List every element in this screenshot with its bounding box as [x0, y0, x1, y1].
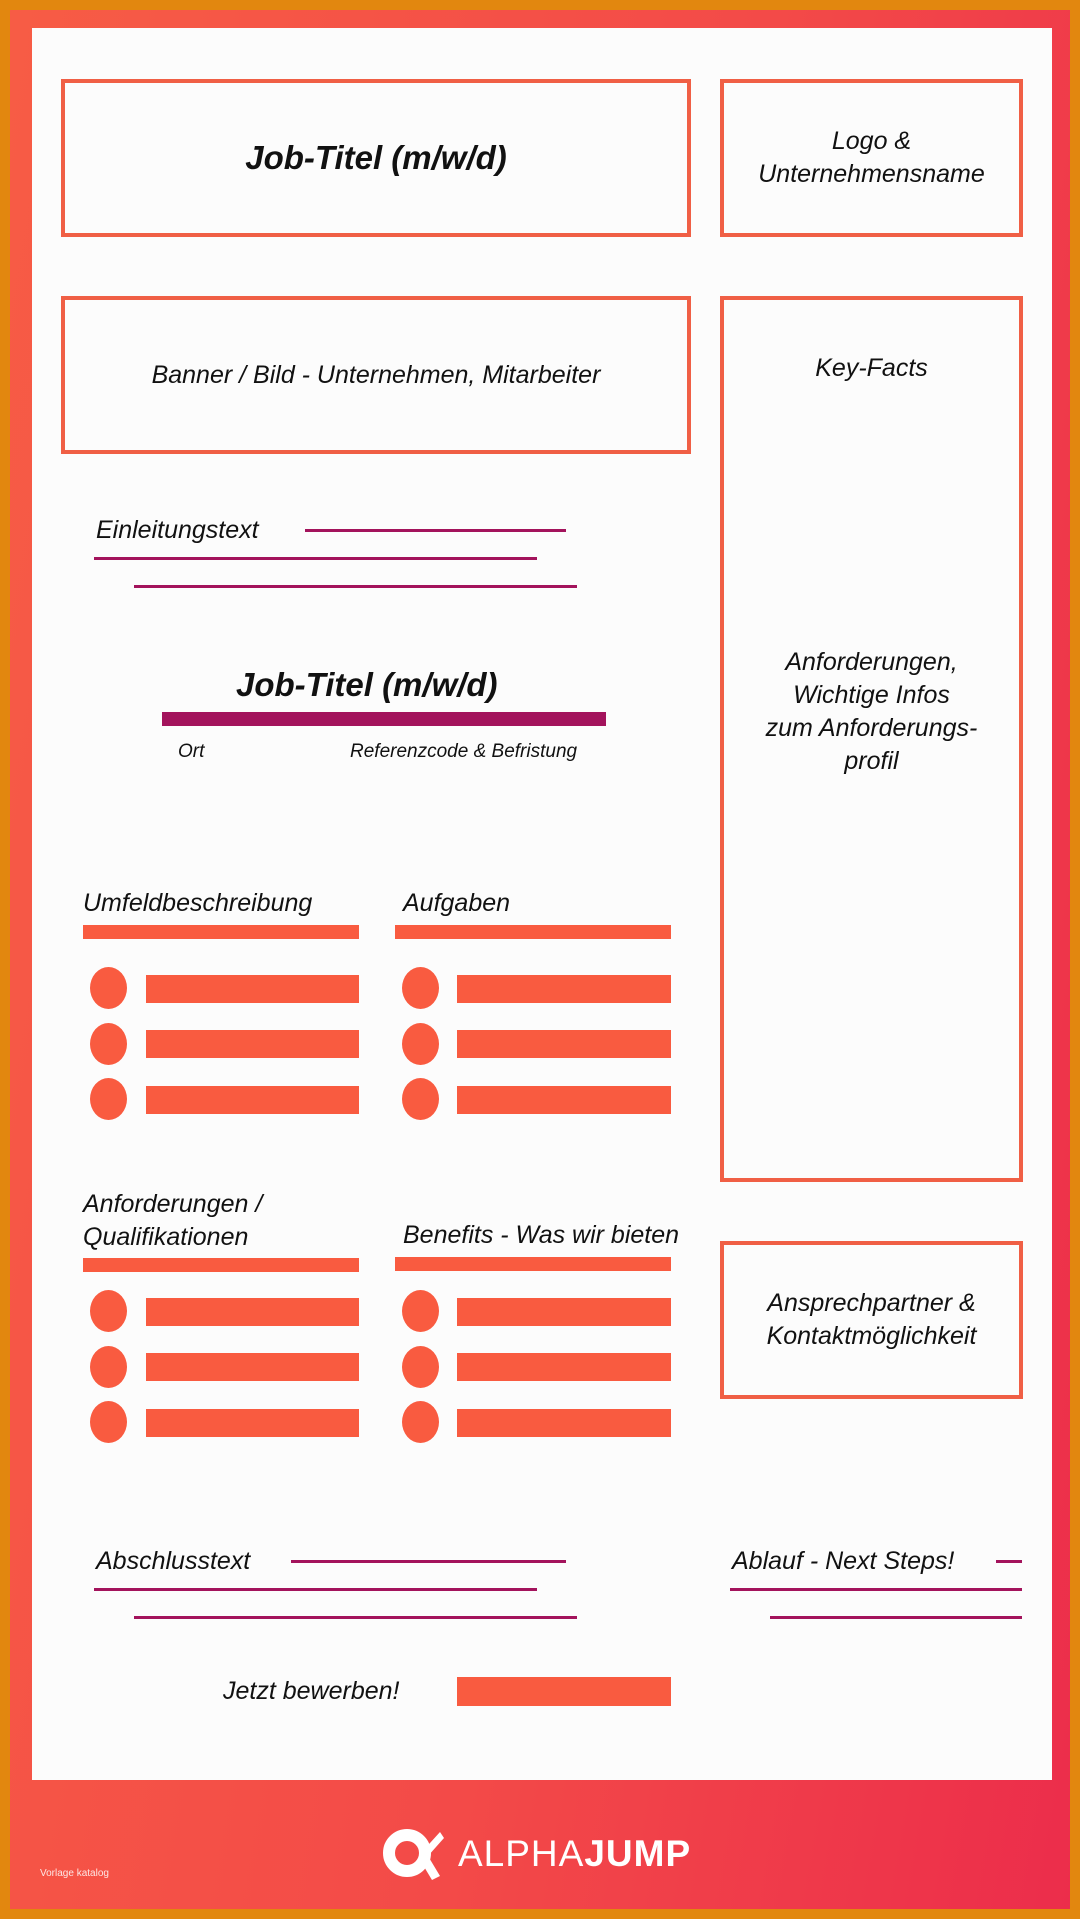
brand-bold: JUMP	[584, 1833, 692, 1874]
closing-line	[94, 1588, 537, 1591]
bullet-dot	[90, 1023, 127, 1065]
intro-line	[305, 529, 566, 532]
key-facts-line: zum Anforderungs-	[765, 714, 978, 742]
bullet-dot	[402, 1290, 439, 1332]
contact-box	[720, 1241, 1023, 1399]
brand-light: ALPHA	[458, 1833, 585, 1874]
closing-line	[291, 1560, 566, 1563]
benefits-underline	[395, 1257, 671, 1271]
bullet-bar	[146, 1086, 359, 1114]
bullet-bar	[457, 1086, 671, 1114]
logo-label: Logo &	[831, 127, 912, 155]
tasks-heading: Aufgaben	[403, 889, 511, 917]
bullet-dot	[90, 1401, 127, 1443]
key-facts-title: Key-Facts	[815, 354, 928, 382]
job-title-header: Job-Titel (m/w/d)	[245, 139, 507, 176]
apply-button[interactable]	[457, 1677, 671, 1706]
bullet-dot	[402, 1078, 439, 1120]
bullet-bar	[146, 975, 359, 1003]
requirements-heading	[83, 1188, 262, 1254]
closing-label: Abschlusstext	[96, 1547, 251, 1575]
bullet-bar	[146, 1298, 359, 1326]
intro-line	[134, 585, 577, 588]
bullet-dot	[90, 967, 127, 1009]
bullet-dot	[402, 1023, 439, 1065]
bullet-bar	[457, 1030, 671, 1058]
bullet-dot	[90, 1290, 127, 1332]
key-facts-body	[724, 646, 1019, 778]
contact-line: Kontaktmöglichkeit	[766, 1322, 977, 1350]
key-facts-line: Wichtige Infos	[793, 681, 950, 709]
watermark-text: Vorlage katalog	[40, 1868, 109, 1879]
reference-label: Referenzcode & Befristung	[350, 741, 578, 762]
banner-box	[61, 296, 691, 454]
key-facts-line: profil	[844, 747, 899, 775]
company-name-label: Unternehmensname	[758, 160, 985, 188]
bullet-bar	[457, 1298, 671, 1326]
intro-label: Einleitungstext	[96, 516, 259, 544]
bullet-bar	[146, 1409, 359, 1437]
bullet-bar	[457, 1409, 671, 1437]
location-label: Ort	[178, 741, 205, 762]
requirements-underline	[83, 1258, 359, 1272]
bullet-dot	[90, 1078, 127, 1120]
job-title-section: Job-Titel (m/w/d)	[236, 666, 498, 703]
benefits-heading: Benefits - Was wir bieten	[403, 1221, 680, 1249]
tasks-underline	[395, 925, 671, 939]
brand-name	[458, 1833, 691, 1875]
next-steps-label: Ablauf - Next Steps!	[732, 1547, 955, 1575]
contact-line: Ansprechpartner &	[767, 1289, 976, 1317]
banner-label: Banner / Bild - Unternehmen, Mitarbeiter	[151, 360, 601, 389]
key-facts-line: Anforderungen,	[785, 648, 958, 676]
alphajump-logo	[382, 1828, 691, 1880]
next-steps-line	[730, 1588, 1022, 1591]
apply-label: Jetzt bewerben!	[223, 1677, 400, 1705]
bullet-dot	[402, 1401, 439, 1443]
alpha-symbol-icon	[382, 1828, 444, 1880]
environment-heading: Umfeldbeschreibung	[83, 889, 313, 917]
requirements-heading-line: Qualifikationen	[83, 1223, 249, 1251]
bullet-bar	[146, 1030, 359, 1058]
bullet-dot	[402, 967, 439, 1009]
bullet-bar	[457, 1353, 671, 1381]
next-steps-line	[770, 1616, 1022, 1619]
intro-line	[94, 557, 537, 560]
logo-box	[720, 79, 1023, 237]
key-facts-box	[720, 296, 1023, 1182]
job-title-box	[61, 79, 691, 237]
closing-line	[134, 1616, 577, 1619]
bullet-dot	[402, 1346, 439, 1388]
environment-underline	[83, 925, 359, 939]
next-steps-line	[996, 1560, 1022, 1563]
bullet-bar	[457, 975, 671, 1003]
requirements-heading-line: Anforderungen /	[83, 1190, 263, 1218]
job-title-underline	[162, 712, 606, 726]
bullet-bar	[146, 1353, 359, 1381]
bullet-dot	[90, 1346, 127, 1388]
